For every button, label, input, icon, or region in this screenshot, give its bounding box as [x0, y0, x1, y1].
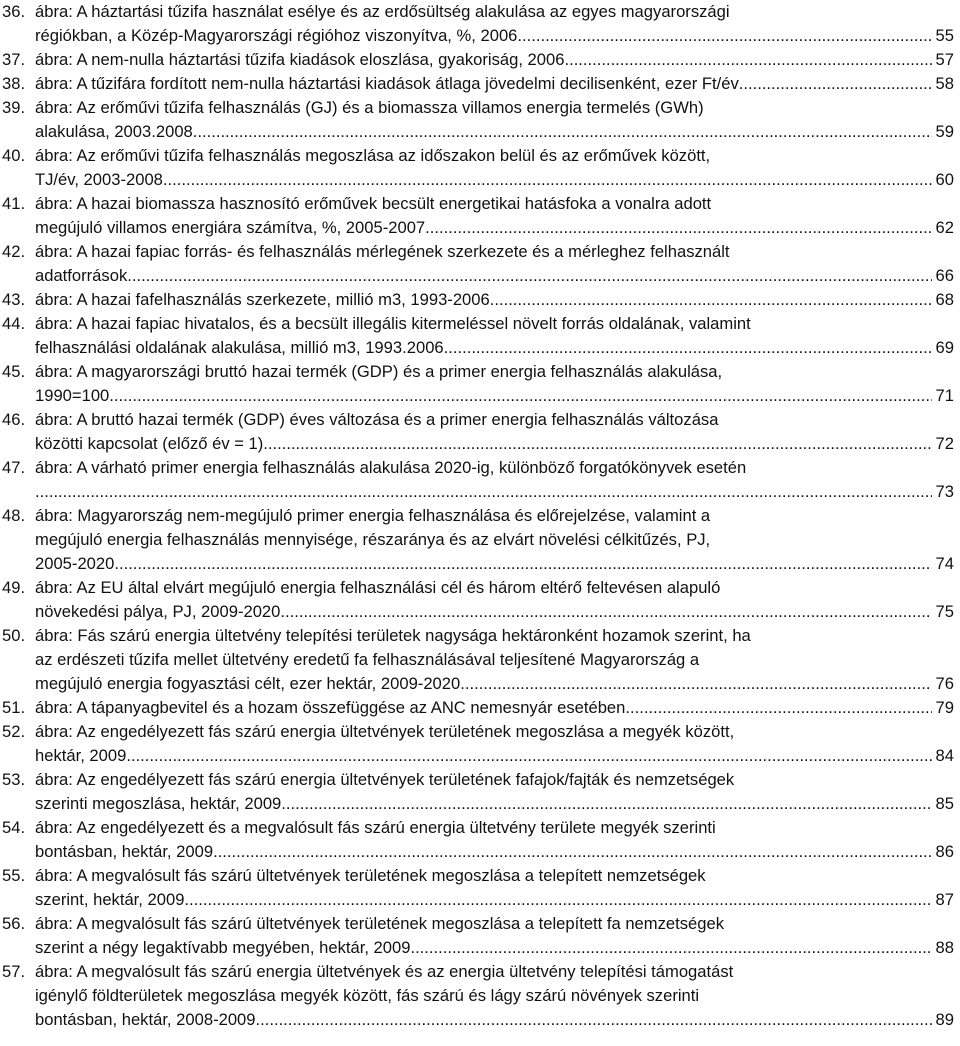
figure-number: 36. — [2, 2, 26, 21]
dot-leader — [569, 48, 931, 72]
dot-leader — [425, 216, 931, 240]
figure-number: 46. — [2, 410, 26, 429]
figure-number: 44. — [2, 314, 26, 333]
figure-caption-line: régiókban, a Közép-Magyarországi régióhoz viszonyítva, %, 2006 — [35, 26, 518, 45]
page-number: 60 — [935, 170, 954, 189]
dot-leader — [109, 384, 931, 408]
figure-caption-line: adatforrások — [35, 266, 128, 285]
figure-number: 55. — [2, 866, 26, 885]
figure-number: 50. — [2, 626, 26, 645]
page-number: 74 — [935, 554, 954, 573]
figure-caption-line: növekedési pálya, PJ, 2009-2020 — [35, 602, 281, 621]
figure-number: 43. — [2, 290, 26, 309]
toc-entry[interactable] — [0, 576, 954, 624]
page-number: 71 — [935, 386, 954, 405]
page-number: 58 — [935, 74, 954, 93]
dot-leader — [193, 120, 932, 144]
dot-leader — [444, 336, 932, 360]
figure-caption-line: ábra: A hazai fafelhasználás szerkezete, millió m3, 1993-2006 — [35, 290, 490, 309]
dot-leader — [739, 72, 932, 96]
figure-caption-line: szerint a négy legaktívabb megyében, hektár, 2009 — [35, 938, 411, 957]
figure-caption-line: közötti kapcsolat (előző év = 1) — [35, 434, 264, 453]
toc-entry[interactable] — [0, 960, 954, 1032]
dot-leader — [127, 264, 931, 288]
dot-leader — [286, 792, 932, 816]
dot-leader — [280, 600, 931, 624]
figure-caption-line: bontásban, hektár, 2009 — [35, 842, 214, 861]
toc-entry[interactable] — [0, 816, 954, 864]
dot-leader — [410, 936, 931, 960]
figure-caption-line: ábra: A bruttó hazai termék (GDP) éves változása és a primer energia felhasználás változása — [35, 410, 719, 429]
toc-entry[interactable] — [0, 360, 954, 408]
dot-leader — [256, 1008, 932, 1032]
page-number: 57 — [935, 50, 954, 69]
page-number: 59 — [935, 122, 954, 141]
toc-entry[interactable] — [0, 72, 954, 96]
toc-entry[interactable] — [0, 408, 954, 456]
dot-leader — [114, 552, 931, 576]
dot-leader — [625, 696, 931, 720]
figure-number: 47. — [2, 458, 26, 477]
figure-number: 39. — [2, 98, 26, 117]
page-number: 55 — [935, 26, 954, 45]
figure-caption-line: ábra: Az engedélyezett és a megvalósult fás szárú energia ültetvény területe megyék szerinti — [35, 818, 716, 837]
page-number: 76 — [935, 674, 954, 693]
page-number: 68 — [935, 290, 954, 309]
toc-entry[interactable] — [0, 240, 954, 288]
figure-number: 56. — [2, 914, 26, 933]
dot-leader — [131, 744, 932, 768]
figure-caption-line: ábra: Az erőművi tűzifa felhasználás megoszlása az időszakon belül és az erőművek között, — [35, 146, 711, 165]
toc-entry[interactable] — [0, 912, 954, 960]
figure-number: 53. — [2, 770, 26, 789]
page-number: 88 — [935, 938, 954, 957]
figure-caption-line: igénylő földterületek megoszlása megyék között, fás szárú és lágy szárú növények szerinti — [35, 986, 700, 1005]
toc-entry[interactable] — [0, 48, 954, 72]
figure-number: 37. — [2, 50, 26, 69]
figure-caption-line: megújuló energia felhasználás mennyisége, részaránya és az elvárt növelési célkitűzés, PJ, — [35, 530, 711, 549]
page-number: 73 — [935, 482, 954, 501]
figure-caption-line: szerinti megoszlása, hektár, 2009. — [35, 794, 286, 813]
page-number: 75 — [935, 602, 954, 621]
figure-number: 45. — [2, 362, 26, 381]
figure-caption-line: ábra: A magyarországi bruttó hazai termék (GDP) és a primer energia felhasználás alakulása, — [35, 362, 723, 381]
figure-number: 52. — [2, 722, 26, 741]
figure-caption-line: ábra: Az erőművi tűzifa felhasználás (GJ) és a biomassza villamos energia termelés (GWh) — [35, 98, 704, 117]
figure-caption-line: hektár, 2009. — [35, 746, 131, 765]
figure-caption-line: ábra: A nem-nulla háztartási tűzifa kiadások eloszlása, gyakoriság, 2006. — [35, 50, 570, 69]
toc-entry[interactable] — [0, 456, 954, 504]
dot-leader — [35, 480, 932, 504]
dot-leader — [490, 288, 932, 312]
figure-number: 42. — [2, 242, 26, 261]
toc-entry[interactable] — [0, 0, 954, 48]
dot-leader — [460, 672, 931, 696]
figure-number: 49. — [2, 578, 26, 597]
figure-caption-line: ábra: A tápanyagbevitel és a hozam összefüggése az ANC nemesnyár esetében — [35, 698, 626, 717]
figure-number: 57. — [2, 962, 26, 981]
toc-entry[interactable] — [0, 864, 954, 912]
figure-caption-line: ábra: A megvalósult fás szárú ültetvények területének megoszlása a telepített fa nemzetségek — [35, 914, 725, 933]
dot-leader — [189, 888, 931, 912]
toc-entry[interactable] — [0, 504, 954, 576]
figure-caption-line: TJ/év, 2003-2008 — [35, 170, 163, 189]
dot-leader — [163, 168, 932, 192]
figure-caption-line: ábra: Az engedélyezett fás szárú energia ültetvények területének megoszlása a megyék között, — [35, 722, 735, 741]
figure-caption-line: ábra: Fás szárú energia ültetvény telepítési területek nagysága hektáronként hozamok szerint, ha — [35, 626, 751, 645]
figure-caption-line: ábra: A megvalósult fás szárú energia ültetvények és az energia ültetvény telepítési támogatást — [35, 962, 734, 981]
page-number: 69 — [935, 338, 954, 357]
figure-caption-line: ábra: A hazai biomassza hasznosító erőművek becsült energetikai hatásfoka a vonalra adott — [35, 194, 712, 213]
page-number: 86 — [935, 842, 954, 861]
figure-caption-line: 2005-2020 — [35, 554, 115, 573]
toc-entry[interactable] — [0, 144, 954, 192]
dot-leader — [263, 432, 931, 456]
page-number: 79 — [935, 698, 954, 717]
figure-caption-line: alakulása, 2003.2008 — [35, 122, 193, 141]
page-number: 72 — [935, 434, 954, 453]
figure-number: 51. — [2, 698, 26, 717]
toc-entry[interactable] — [0, 288, 954, 312]
figure-caption-line: ábra: Az EU által elvárt megújuló energia felhasználási cél és három eltérő feltevésen alapuló — [35, 578, 721, 597]
figure-caption-line: szerint, hektár, 2009. — [35, 890, 190, 909]
figure-caption-line: megújuló energia fogyasztási célt, ezer hektár, 2009-2020 — [35, 674, 461, 693]
figure-caption-line: ábra: Magyarország nem-megújuló primer energia felhasználása és előrejelzése, valamint a — [35, 506, 711, 525]
toc-entry[interactable] — [0, 96, 954, 144]
toc-entry[interactable] — [0, 192, 954, 240]
toc-entry[interactable] — [0, 624, 954, 696]
figure-number: 40. — [2, 146, 26, 165]
page-number: 62 — [935, 218, 954, 237]
toc-entry[interactable] — [0, 312, 954, 360]
page-number: 87 — [935, 890, 954, 909]
page-number: 85 — [935, 794, 954, 813]
toc-entry[interactable] — [0, 720, 954, 768]
figure-caption-line: bontásban, hektár, 2008-2009 — [35, 1010, 256, 1029]
page-number: 89 — [935, 1010, 954, 1029]
page-number: 84 — [935, 746, 954, 765]
figure-caption-line: ábra: A hazai fapiac hivatalos, és a becsült illegális kitermeléssel növelt forrás oldalának, valamint — [35, 314, 751, 333]
figure-caption-line: 1990=100 — [35, 386, 110, 405]
page-number: 66 — [935, 266, 954, 285]
figure-caption-line: ábra: A tűzifára fordított nem-nulla háztartási kiadások átlaga jövedelmi decilisenként, ezer Ft/év — [35, 74, 739, 93]
figure-number: 48. — [2, 506, 26, 525]
figure-caption-line: ábra: A háztartási tűzifa használat esélye és az erdősültség alakulása az egyes magyarországi — [35, 2, 730, 21]
figure-caption-line: az erdészeti tűzifa mellet ültetvény eredetű fa felhasználásával teljesítené Magyarország a — [35, 650, 700, 669]
figure-number: 41. — [2, 194, 26, 213]
figure-caption-line: ábra: A hazai fapiac forrás- és felhasználás mérlegének szerkezete és a mérleghez felhasznált — [35, 242, 730, 261]
toc-entry[interactable] — [0, 768, 954, 816]
figure-number: 54. — [2, 818, 26, 837]
figure-caption-line: ábra: A várható primer energia felhasználás alakulása 2020-ig, különböző forgatókönyvek esetén — [35, 458, 747, 477]
dot-leader — [213, 840, 931, 864]
figure-caption-line: ábra: Az engedélyezett fás szárú energia ültetvények területének fafajok/fajták és nemzetségek — [35, 770, 735, 789]
figure-caption-line: megújuló villamos energiára számítva, %, 2005-2007 — [35, 218, 426, 237]
dot-leader — [517, 24, 931, 48]
figure-caption-line: ábra: A megvalósult fás szárú ültetvények területének megoszlása a telepített nemzetségek — [35, 866, 706, 885]
figure-caption-line: felhasználási oldalának alakulása, millió m3, 1993.2006 — [35, 338, 444, 357]
figure-number: 38. — [2, 74, 26, 93]
toc-entry[interactable] — [0, 696, 954, 720]
